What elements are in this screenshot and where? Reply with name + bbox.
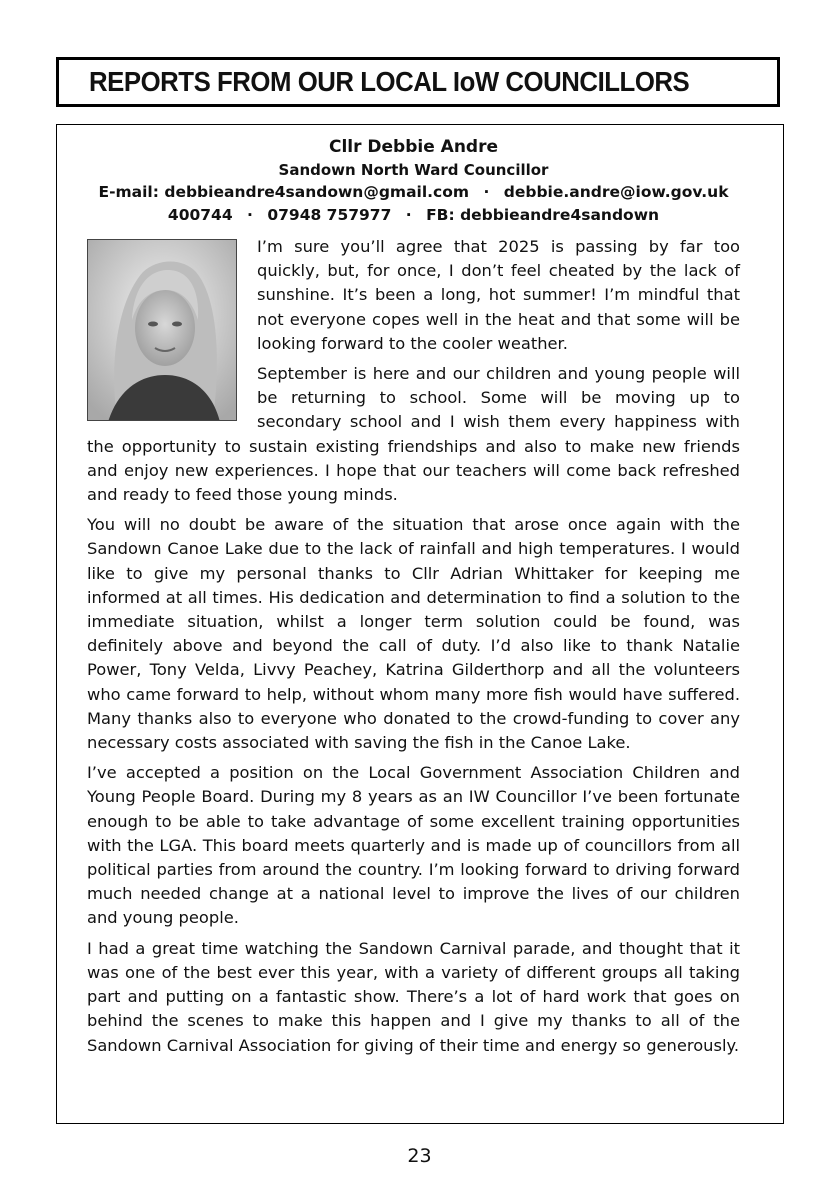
- portrait-photo: [87, 239, 237, 421]
- paragraph: I’ve accepted a position on the Local Government Association Children and Young People Board. During my 8 years as an IW Councillor I’ve been fortunate enough to be able to take advantage of some excellent training opportunities with the LGA. This board meets quarterly and is made up of councillors from all political parties from around the country. I’m looking forward to driving forward much needed change at a national level to improve the lives of our children and young people.: [87, 763, 740, 928]
- portrait-photo-icon: [88, 240, 237, 421]
- facebook-handle[interactable]: FB: debbieandre4sandown: [426, 206, 660, 224]
- paragraph: I had a great time watching the Sandown Carnival parade, and thought that it was one of the best ever this year, with a variety of different groups all taking part and putting on a fantastic show. There’s a lot of hard work that goes on behind the scenes to make this happen and I give my thanks to all of the Sandown Carnival Association for giving of their time and energy so generously.: [87, 938, 740, 1055]
- phone-landline: 400744: [167, 206, 233, 224]
- page-number: 23: [407, 1145, 432, 1167]
- email-link-iow[interactable]: debbie.andre@iow.gov.uk: [503, 183, 729, 201]
- paragraph: September is here and our children and young people will be returning to school. Some will be moving up to secondary school and I wish them every happiness with the opportunity to sustain existing friendships and also to make new friends and enjoy new experiences. I hope that our teachers will come back refreshed and ready to feed those young minds.: [87, 364, 740, 505]
- separator-dot: ·: [247, 206, 253, 224]
- councillor-role: Sandown North Ward Councillor: [278, 161, 549, 179]
- paragraph: You will no doubt be aware of the situation that arose once again with the Sandown Canoe Lake due to the lack of rainfall and high temperatures. I would like to give my personal thanks to Cllr Adrian Whittaker for keeping me informed at all times. His dedication and determination to find a solution to the immediate situation, whilst a longer term solution could be found, was definitely above and beyond the call of duty. I’d also like to thank Natalie Power, Tony Velda, Livvy Peachey, Katrina Gilderthorp and all the volunteers who came forward to help, without whom many more fish would have suffered. Many thanks also to everyone who donated to the crowd-funding to cover any necessary costs associated with saving the fish in the Canoe Lake.: [87, 515, 740, 753]
- section-header: [56, 57, 780, 107]
- report-body: [87, 235, 740, 1058]
- contact-block: [87, 135, 740, 227]
- email-line: [87, 181, 740, 204]
- councillor-name: Cllr Debbie Andre: [328, 137, 499, 157]
- phone-line: [87, 204, 740, 227]
- separator-dot: ·: [483, 183, 490, 201]
- phone-mobile: 07948 757977: [267, 206, 392, 224]
- separator-dot: ·: [405, 206, 412, 224]
- councillor-report: [56, 124, 784, 1124]
- email-label: E-mail:: [98, 183, 159, 201]
- email-link-gmail[interactable]: debbieandre4sandown@gmail.com: [164, 183, 470, 201]
- section-title: REPORTS FROM OUR LOCAL IoW COUNCILLORS: [89, 66, 690, 97]
- paragraph: I’m sure you’ll agree that 2025 is passing by far too quickly, but, for once, I don’t feel cheated by the lack of sunshine. It’s been a long, hot summer! I’m mindful that not everyone copes well in the heat and that some will be looking forward to the cooler weather.: [257, 237, 740, 353]
